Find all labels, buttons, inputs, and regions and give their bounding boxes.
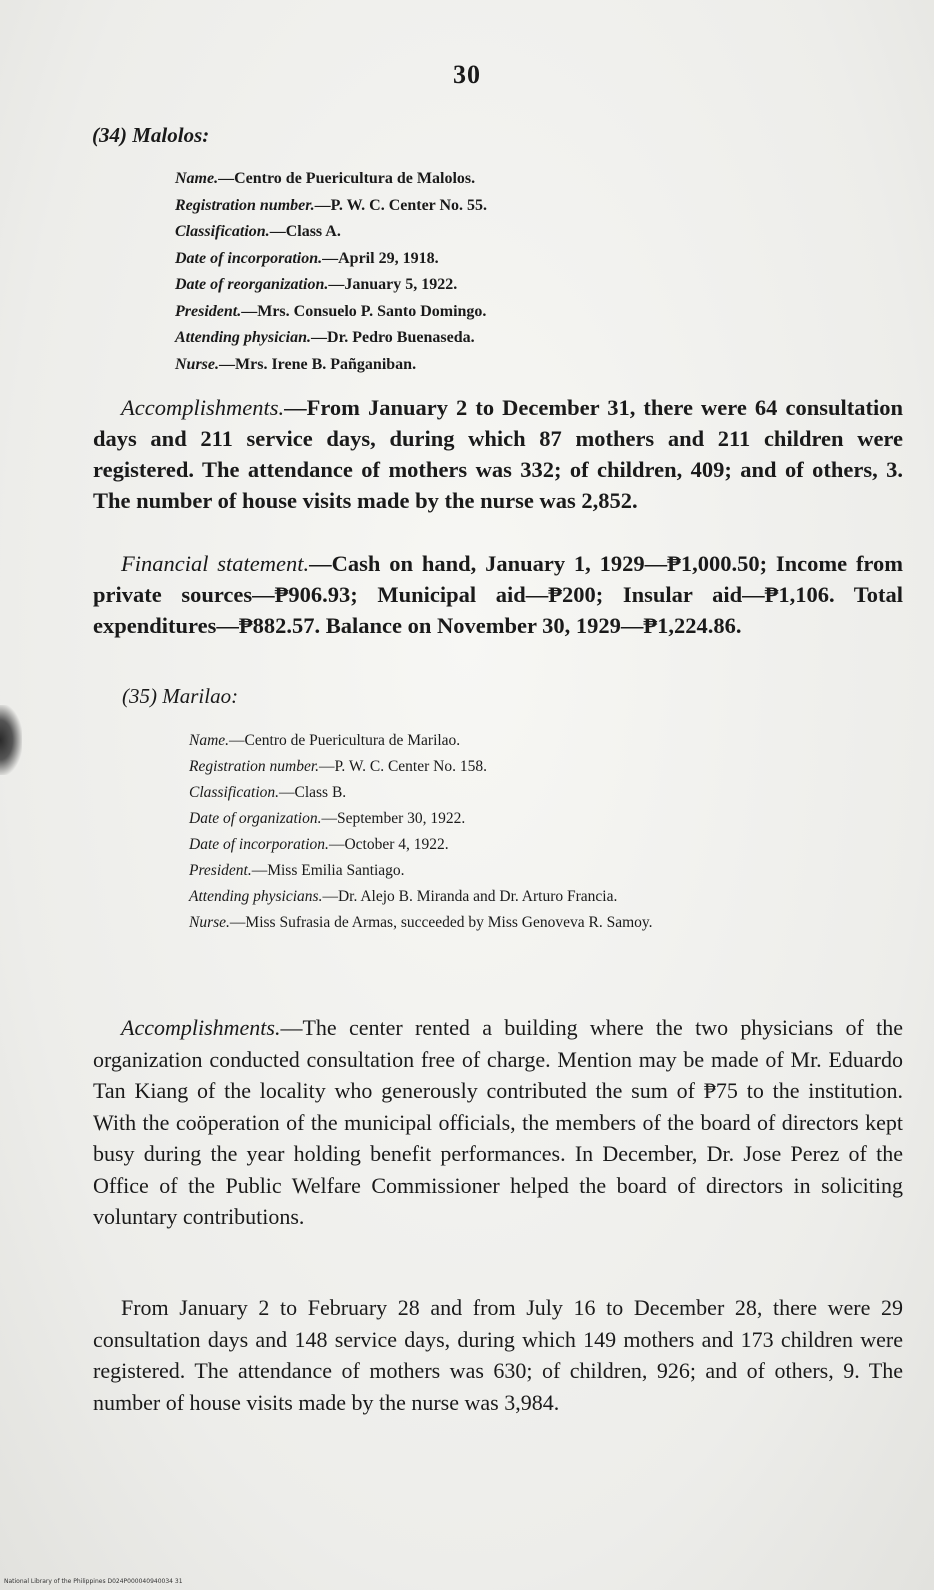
paragraph-accomplishments-malolos: Accomplishments.—From January 2 to December 31, there were 64 consultation days and 211 service days, during which 87 mothers and 211 children were registered. The attendance of mothers was 332; of children, 409; and of others, 3. The number of house visits made by the nurse was 2,852.: [93, 395, 903, 513]
section-heading-marilao: (35) Marilao:: [122, 684, 239, 708]
paragraph-accomplishments-marilao: Accomplishments.—The center rented a building where the two physicians of the organization conducted consultation free of charge. Mention may be made of Mr. Eduardo Tan Kiang of the locality who generously contributed the sum of ₱75 to the institution. With the coöperation of the municipal officials, the members of the board of directors kept busy during the year holding benefit performances. In December, Dr. Jose Perez of the Office of the Public Welfare Commissioner helped the board of directors in soliciting voluntary contributions.: [93, 1015, 903, 1229]
field-classification: Classification.—Class A.: [175, 223, 341, 240]
field-list-marilao: [189, 728, 907, 936]
field-attending-physicians: Attending physicians.—Dr. Alejo B. Miranda and Dr. Arturo Francia.: [189, 888, 618, 905]
field-date-of-incorporation: Date of incorporation.—October 4, 1922.: [189, 836, 449, 853]
field-registration-number: Registration number.—P. W. C. Center No. 158.: [189, 758, 487, 775]
field-list-malolos: [175, 166, 875, 378]
field-name: Name.—Centro de Puericultura de Marilao.: [189, 732, 461, 749]
field-attending-physician: Attending physician.—Dr. Pedro Buenaseda.: [175, 329, 475, 346]
field-name: Name.—Centro de Puericultura de Malolos.: [175, 170, 476, 187]
section-heading-malolos: (34) Malolos:: [92, 123, 210, 147]
field-president: President.—Mrs. Consuelo P. Santo Domingo.: [175, 302, 487, 320]
page-number: 30: [453, 60, 481, 89]
scan-footer: National Library of the Philippines D024P000040940034 31: [4, 1578, 183, 1585]
paragraph-statistics-marilao: From January 2 to February 28 and from July 16 to December 28, there were 29 consultation days and 148 service days, during which 149 mothers and 173 children were registered. The attendance of mothers was 630; of children, 926; and of others, 9. The number of house visits made by the nurse was 3,984.: [93, 1295, 903, 1415]
field-nurse: Nurse.—Mrs. Irene B. Pañganiban.: [175, 355, 417, 373]
paragraph-financial-statement-malolos: Financial statement.—Cash on hand, January 1, 1929—₱1,000.50; Income from private sources—₱906.93; Municipal aid—₱200; Insular aid—₱1,106. Total expenditures—₱882.57. Balance on November 30, 1929—₱1,224.86.: [93, 551, 904, 638]
scan-smudge: [0, 705, 22, 775]
field-nurse: Nurse.—Miss Sufrasia de Armas, succeeded by Miss Genoveva R. Samoy.: [189, 914, 653, 931]
field-classification: Classification.—Class B.: [189, 784, 347, 801]
field-date-of-reorganization: Date of reorganization.—January 5, 1922.: [175, 276, 458, 293]
field-date-of-incorporation: Date of incorporation.—April 29, 1918.: [175, 249, 439, 267]
field-president: President.—Miss Emilia Santiago.: [189, 862, 405, 879]
field-date-of-organization: Date of organization.—September 30, 1922.: [189, 810, 466, 827]
field-registration-number: Registration number.—P. W. C. Center No. 55.: [175, 196, 488, 214]
